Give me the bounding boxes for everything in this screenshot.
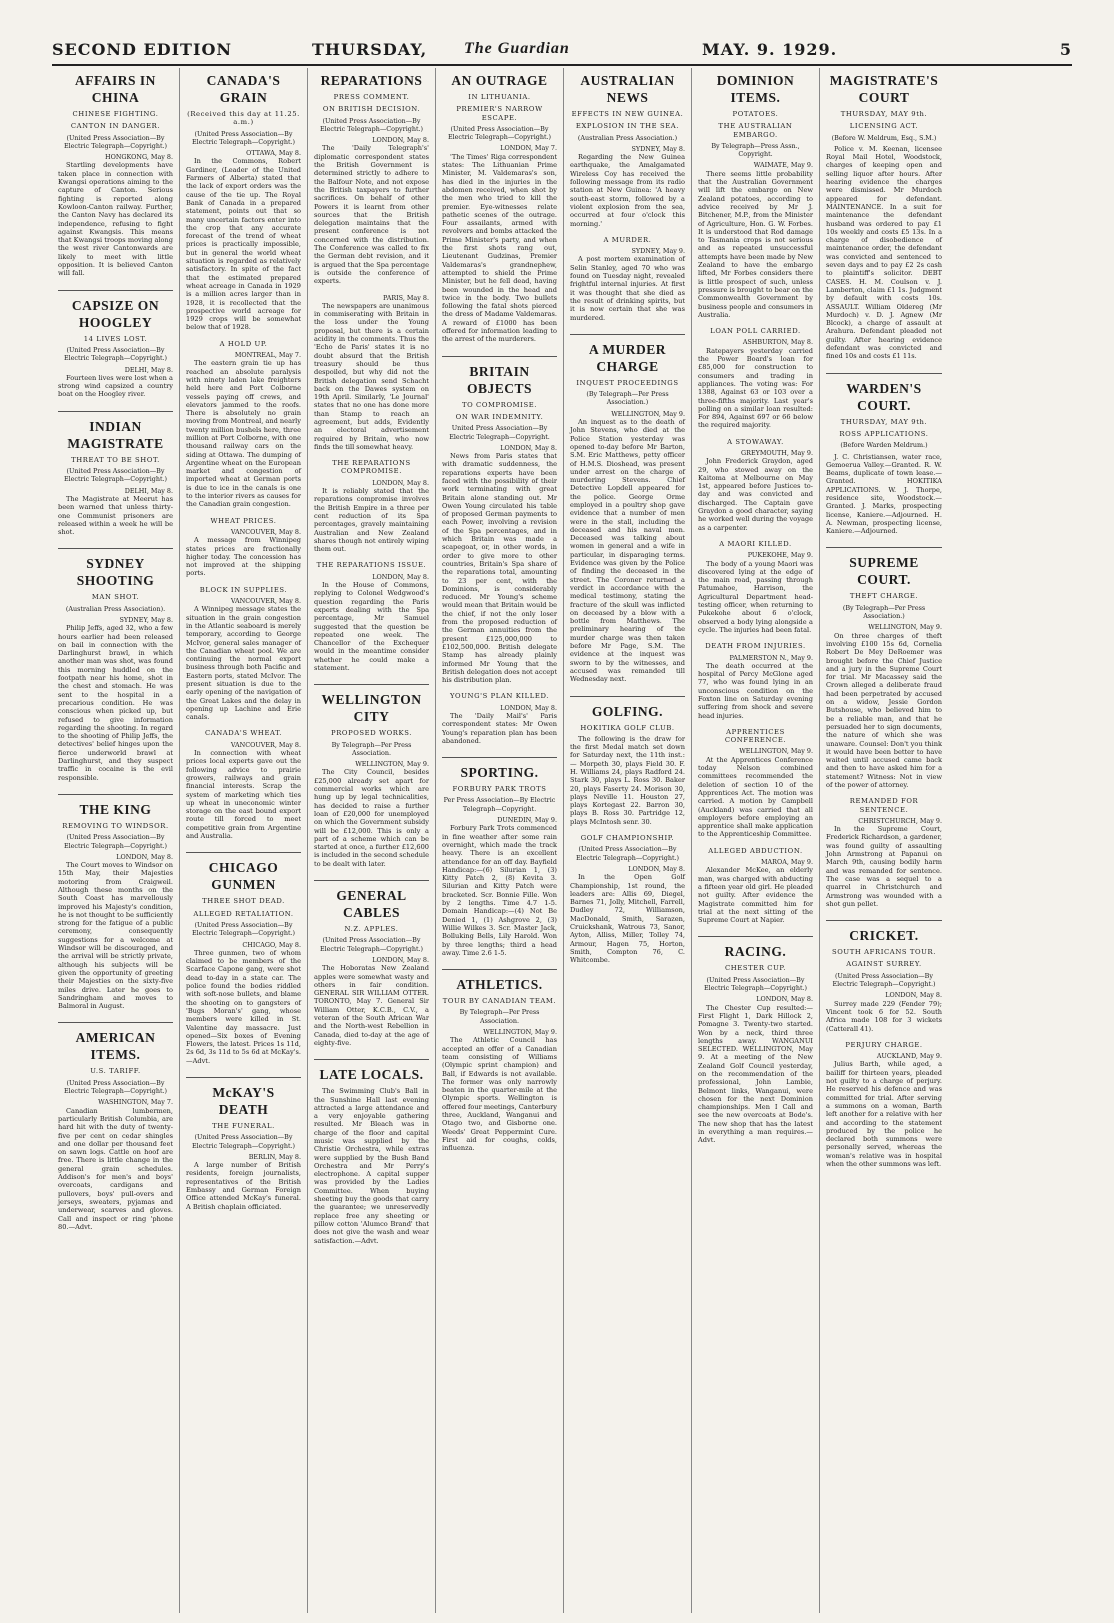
article-body: Forbury Park Trots commenced in fine weather after some rain overnight, which made the track heavy. There is an excellent attendance for an off day. Bayfield Handicap:—(6) Silurian 1, (3) Kitty Patch 2, (8) Kevita 3. Silurian and Kitty Patch were bracketed. Scr. Bonnie Fille. Won by 2 lengths. Time 4.7 1-5. Domain Handicap:—(4) Not Be Denied 1, (1) Ashgrove 2, (3) Willie Wilkes 3. Scr. Master Jack, Bolluking Bells, Lily Harold. Won by three lengths; third a head away. Time 2.6 1-5. [442, 824, 557, 957]
dateline: ASHBURTON, May 8. [742, 338, 813, 347]
headline: GENERAL CABLES [314, 880, 429, 921]
subheading: IN LITHUANIA. [468, 93, 531, 101]
agency-credit: (United Press Association—By Electric Telegraph—Copyright.) [319, 936, 424, 953]
agency-credit: (United Press Association—By Electric Telegraph—Copyright.) [703, 975, 808, 993]
subheading-secondary: ROSS APPLICATIONS. [839, 429, 929, 438]
article [314, 459, 429, 553]
article-body: The City Council, besides £25,000 already set apart for commercial works which are hung up by legal technicalities, has decided to raise a further loan of £20,000 for unemployed on which the Government subsidy will be £12,000. This is only a part of a scheme which can be started at once, a further £12,600 is included in the second schedule to be dealt with later. [314, 768, 429, 868]
article [698, 642, 813, 720]
dateline: WELLINGTON, May 9. [868, 623, 942, 632]
dateline: WASHINGTON, May 7. [98, 1098, 173, 1107]
article-body: The Chester Cup resulted:—First Flight 1, Dark Hillock 2, Pomagne 3. Twenty-two started. Won by a neck, third three lengths away. WANGANUI SELECTED. WELLINGTON, May 9. At a meeting of the New Zealand Golf Council yesterday, on the recommendation of the professional, John Lambie, Belmont links, Wanganui, were chosen for the next Dominion championships. Men I Call and see the new overcoats at Bode's. The new shop that has the latest in everything a man requires.—Advt. [698, 1003, 813, 1145]
dateline: CHRISTCHURCH, May 9. [858, 816, 942, 825]
article [314, 880, 429, 1047]
subheading: REMOVING TO WINDSOR. [62, 821, 169, 830]
article [698, 72, 813, 319]
dateline: LONDON, May 8. [628, 864, 685, 873]
article-body: In the Supreme Court, Frederick Richardson, a gardener, was found guilty of assaulting John Armstrong at Papanui on March 9th, causing bodily harm and was remanded for sentence. The case was a sequel to a quarrel in Christchurch and Armstrong was wounded with a shot gun pellet. [826, 825, 942, 908]
article-body: Regarding the New Guinea earthquake, the Amalgamated Wireless Coy has received the following message from its radio station at New Guinea: 'A heavy south-east storm, followed by a violent explosion from the sea, occurred at four o'clock this morning.' [570, 153, 685, 228]
headline: A MURDER CHARGE [570, 334, 685, 375]
dateline: OTTAWA, May 8. [246, 149, 301, 158]
headline: INDIAN MAGISTRATE [58, 411, 173, 452]
article-body: The Swimming Club's Ball in the Sunshine Hall last evening attracted a large attendance and a very enjoyable gathering resulted. Mr Bleach was in charge of the floor and capital music was supplied by the Christie Orchestra, while extras were supplied by the Bush Band Orchestra and Mr Perry's electrophone. A capital supper was provided by the Ladies Committee. When buying sheeting buy the goods that carry the guarantee; we unreservedly replace free any sheeting or pillow cotton 'Alumco Brand' that does not give the wash and wear satisfaction.—Advt. [314, 1087, 429, 1245]
headline: CHICAGO GUNMEN [186, 852, 301, 893]
article [314, 1059, 429, 1245]
column-5 [564, 68, 692, 1613]
article [570, 834, 685, 964]
agency-credit: By Telegraph—Press Assn., Copyright. [711, 141, 800, 159]
article [570, 236, 685, 322]
headline: AFFAIRS IN CHINA [75, 73, 156, 105]
subheading: THREAT TO BE SHOT. [71, 455, 160, 464]
article [698, 728, 813, 839]
headline: AN OUTRAGE [451, 73, 548, 88]
agency-credit: (United Press Association—By Electric Telegraph—Copyright.) [575, 845, 680, 862]
headline: THE KING [58, 794, 173, 818]
article [826, 547, 942, 789]
headline: AMERICAN ITEMS. [58, 1022, 173, 1063]
article-body: There seems little probability that the Australian Government will lift the embargo on New Zealand potatoes, according to advice received by Mr J. Bitchener, M.P., from the Minister of Agriculture, Hon. G. W. Forbes. It is understood that Rod damage to Tasmania crops is not serious and as repeated unsuccessful attempts have been made by New Zealand to have the embargo lifted, Mr Forbes considers there is little prospect of such, unless pressure is brought to bear on the Commonwealth Government by business people and consumers in Australia. [698, 169, 813, 319]
article [698, 438, 813, 532]
dateline: SYDNEY, May 9. [631, 247, 685, 256]
issue-date: MAY. 9. 1929. [702, 40, 838, 59]
subheading: (Received this day at 11.25. a.m.) [187, 110, 300, 127]
article-body: Ratepayers yesterday carried the Power Board's loan for £85,000 for construction to consumers and trading in appliances. The voting was: For 1388, Against 63 or 103 over a three-fifths majority. Last year's polling on a similar loan resulted: For 894, Against 697 or 66 below the required majority. [698, 346, 813, 430]
subheading: FORBURY PARK TROTS [452, 785, 547, 794]
subheading-secondary: CANTON IN DANGER. [70, 122, 161, 131]
subheading: YOUNG'S PLAN KILLED. [449, 692, 550, 701]
article [58, 72, 173, 278]
dateline: VANCOUVER, May 8. [230, 597, 301, 606]
article-body: A message from Winnipeg states prices are fractionally higher today. The concession has not improved at the shipping ports. [186, 536, 301, 578]
dateline: VANCOUVER, May 8. [230, 740, 301, 749]
agency-credit: (United Press Association—By Electric Telegraph—Copyright.) [191, 129, 296, 146]
article-body: A large number of British residents, foreign journalists, representatives of the British Embassy and German Foreign Office attended McKay's funeral. A British chaplain officiated. [186, 1161, 301, 1211]
subheading: TOUR BY CANADIAN TEAM. [442, 997, 557, 1006]
subheading: THREE SHOT DEAD. [202, 897, 285, 906]
agency-credit: (Australian Press Association). [65, 604, 166, 613]
subheading: CANADA'S WHEAT. [204, 729, 283, 738]
subheading-secondary: ON BRITISH DECISION. [322, 105, 421, 114]
article [826, 72, 942, 361]
dateline: HONGKONG, May 8. [105, 153, 173, 162]
agency-credit: (United Press Association—By Electric Telegraph—Copyright.) [319, 116, 424, 133]
agency-credit: (United Press Association—By Electric Telegraph—Copyright.) [63, 1078, 168, 1096]
headline: AUSTRALIAN NEWS [580, 73, 675, 105]
subheading: PRESS COMMENT. [333, 93, 410, 101]
headline: BRITAIN OBJECTS [442, 356, 557, 397]
column-4 [436, 68, 564, 1613]
subheading-secondary: AGAINST SURREY. [846, 960, 922, 969]
dateline: MONTREAL, May 7. [234, 351, 301, 360]
article-body: It is reliably stated that the reparations compromise involves the British Empire in a three per cent reduction of its Spa percentages, gravely maintaining Australian and New Zealand shares though not entirely wiping them out. [314, 487, 429, 554]
agency-credit: (United Press Association—By Electric Telegraph—Copyright.) [63, 467, 168, 484]
article [570, 696, 685, 827]
article-body: In the Commons, Robert Gardiner, (Leader of the United Farmers of Alberta) stated that the lack of export orders was the cause of the tie up. The Royal Bank of Canada in a prepared statement, points out that so many uncertain factors enter into the crop that any accurate forecast of the trend of wheat prices is practically impossible, but in general the world wheat situation is regarded as relatively satisfactory. In spite of the fact that the estimated prepared wheat acreage in Canada in 1929 is a million acres larger than in 1928, it is recollected that the prospective world acreage for 1929 crops will be somewhat below that of 1928. [186, 157, 301, 332]
article-body: The newspapers are unanimous in commiserating with Britain in the loss under the Young proposal, but there is a certain acidity in the comments. Thus the 'Echo de Paris' states it is no doubt absurd that the British treasury should be thus despoiled, but why did not the British delegation send Schacht back on the Dawes system on 19th April. Similarly, 'Le Journal' states that no one has done more than Stamp to reach an agreement, but adds, Evidently an electoral advertisement required by Britain, who now finds the till somewhat heavy. [314, 301, 429, 451]
article [826, 797, 942, 908]
subheading: THE FUNERAL. [212, 1121, 275, 1130]
headline: WELLINGTON CITY [314, 684, 429, 725]
subheading: WHEAT PRICES. [210, 516, 277, 525]
subheading: U.S. TARIFF. [90, 1067, 141, 1076]
article [314, 684, 429, 868]
article-body: Philip Jeffs, aged 32, who a few hours earlier had been released on bail in connection with the Darlinghurst brawl, in which another man was shot, was found this morning huddled on the footpath near his home, shot in the chest and stomach. He was sent to the hospital in a precarious condition. He was conscious when picked up, but refused to give information regarding the shooting. In regard to the shooting of Philip Jeffs, the detectives' belief hinges upon the fierce underworld brawl at Darlinghurst, and they suspect traffic in cocaine is the evil responsible. [58, 624, 173, 782]
article-body: The body of a young Maori was discovered lying at the edge of the main road, passing through Patumahoe, Harrison, the Agricultural Department head-testing officer, when returning to Pukekohe about 6 o'clock, observed a body lying alongside a cycle. The injuries had been fatal. [698, 559, 813, 634]
article-body: Startling developments have taken place in connection with Kwangsi operations aiming to the capture of Canton. Serious fighting is reported along Kowloon-Canton railway. Further, the Canton Navy has declared its independence, refusing to fight against Kwangsis. This means that Kwangsi troops moving along the west river Cantonwards are likely to meet with little opposition. It is believed Canton will fall. [58, 161, 173, 278]
article-body: J. C. Christiansen, water race, Gemoerua Valley.—Granted. R. W. Beams, duplicate of town lease.—Granted. HOKITIKA APPLICATIONS. W. J. Thorpe, residence site, Woodstock.—Granted. J. Marks, prospecting license, Kaniere.—Adjourned. H. A. Newman, prospecting license, Kaniere.—Adjourned. [826, 452, 942, 536]
article-body: An inquest as to the death of John Stevens, who died at the Police Station yesterday was opened to-day before Mr Barton, S.M. Eric Matthews, petty officer of H.M.S. Dioshead, was present under arrest on the charge of murdering Stevens. Chief Detective Lopdell appeared for the police. George Orme employed in a poultry shop gave evidence that a number of men were in the stall, including the deceased and his naval men. Deceased was talking about women in general and a wife in particular, in disparaging terms. Evidence was given by the Police of finding the deceased in the street. The Coroner returned a verdict in accordance with the medical testimony, stating the fracture of the skull was inflicted on deceased by a blow with a bottle from Matthews. The preliminary hearing of the murder charge was then taken before Mr Page, S.M. The evidence at the inquest was sworn to by the witnesses, and accused was remanded till Wednesday next. [570, 418, 685, 684]
dateline: LONDON, May 8. [372, 955, 429, 964]
article-body: John Frederick Graydon, aged 29, who stowed away on the Kaitoma at Melbourne on May 1st, appeared before Justices to-day and was convicted and discharged. The Captain gave Graydon a good character, saying he worked well during the voyage as a carpenter. [698, 457, 813, 532]
headline: WARDEN'S COURT. [826, 373, 942, 414]
dateline: LONDON, May 8. [372, 572, 429, 581]
dateline: BERLIN, May 8. [248, 1152, 301, 1161]
agency-credit: United Press Association—By Electric Telegraph—Copyright. [449, 424, 550, 441]
dateline: GREYMOUTH, May 9. [741, 448, 813, 457]
article-body: The Court moves to Windsor on 15th May, their Majesties motoring from Craigweil. Although these months on the South Coast has marvellously improved his Majesty's condition, he is not thought to be sufficiently strong for the fatigue of a public ceremony, consequently suggestions for a welcome at Windsor will be discouraged, and the arrival will be strictly private, although his subjects will be given the opportunity of greeting their Majesties on the sixty-five miles drive. Later he goes to Sandringham and moves to Balmoral in August. [58, 861, 173, 1011]
dateline: PARIS, May 8. [383, 293, 429, 302]
article-body: A Winnipeg message states the situation in the grain congestion in the Atlantic seaboard is merely temporary, according to George McIvor, general sales manager of the Canadian wheat pool. We are continuing the normal export business through both Pacific and Eastern ports, stated McIvor. The present situation is due to the early opening of the navigation of the Great Lakes and the delay in opening up Lachine and Erie canals. [186, 605, 301, 722]
article-body: Alexander McKee, an elderly man, was charged with abducting a fifteen year old girl. He pleaded not guilty. After evidence the Magistrate committed him for trial at the next sitting of the Supreme Court at Napier. [698, 866, 813, 925]
subheading: PERJURY CHARGE. [845, 1040, 923, 1049]
masthead [52, 34, 1072, 66]
headline: GOLFING. [570, 696, 685, 720]
article [314, 561, 429, 672]
article-body: Three gunmen, two of whom claimed to be members of the Scarface Capone gang, were shot dead to-day in a state car. The police found the bodies riddled with soft-nose bullets, and blame the shooting on to gangsters of 'Bugs Moran's' gang, whose members were killed in St. Valentine day massacre. Just opened—Six boxes of Evening Flowers, the latest. Prices 1s 11d, 2s 6d, 3s 11d to 5s 6d at McKay's.—Advt. [186, 948, 301, 1065]
dateline: LONDON, May 8. [500, 703, 557, 712]
dateline: DUNEDIN, May 9. [497, 816, 557, 825]
column-2 [180, 68, 308, 1613]
agency-credit: (United Press Association—By Electric Telegraph—Copyright.) [191, 920, 296, 938]
article-body: The 'Daily Mail's' Paris correspondent states: Mr Owen Young's reparation plan has been abandoned. [442, 712, 557, 745]
dateline: WELLINGTON, May 9. [739, 747, 813, 756]
agency-credit: (By Telegraph—Per Press Association.) [842, 603, 926, 621]
article [570, 334, 685, 684]
article-body: The following is the draw for the first Medal match set down for Saturday next, the 11th inst.:— Morpeth 30, plays Field 30. F. H. Williams 24, plays Radford 24. Stark 30, plays L. Ross 30. Baker 20, plays Faserty 24. Morison 30, plays Neville 11. Houston 27, plays Kortegast 22. Barron 30, plays B. Ross 30. Partridge 12, plays McIntosh senr. 30. [570, 734, 685, 826]
headline: SUPREME COURT. [826, 547, 942, 588]
subheading: APPRENTICES CONFERENCE. [724, 727, 787, 745]
article [58, 1022, 173, 1231]
subheading-secondary: LICENSING ACT. [849, 122, 919, 131]
agency-credit: (United Press Association—By Electric Telegraph—Copyright.) [63, 133, 168, 150]
headline: RACING. [698, 936, 813, 960]
subheading: 14 LIVES LOST. [83, 334, 148, 343]
subheading: THURSDAY, MAY 9th. [840, 417, 928, 426]
dateline: VANCOUVER, May 8. [230, 527, 301, 536]
article [58, 290, 173, 399]
article-body: Fourteen lives were lost when a strong wind capsized a country boat on the Hoogley river. [58, 373, 173, 399]
headline: CAPSIZE ON HOOGLEY [58, 290, 173, 331]
column-1 [52, 68, 180, 1613]
dateline: LONDON, May 7. [500, 144, 557, 153]
agency-credit: (Australian Press Association.) [577, 133, 678, 142]
subheading-secondary: THE AUSTRALIAN EMBARGO. [718, 122, 793, 139]
subheading: REMANDED FOR SENTENCE. [849, 797, 919, 814]
dateline: SYDNEY, May 8. [631, 144, 685, 153]
headline: REPARATIONS [320, 73, 423, 88]
weekday-label: THURSDAY, [312, 40, 428, 59]
subheading: THE REPARATIONS COMPROMISE. [332, 459, 411, 476]
edition-label: SECOND EDITION [52, 40, 232, 59]
agency-credit: (Before Warden Meldrum.) [840, 441, 928, 450]
dateline: DELHI, May 8. [124, 365, 173, 374]
column-7 [820, 68, 948, 1613]
article [826, 373, 942, 536]
subheading-secondary: EXPLOSION IN THE SEA. [575, 122, 680, 131]
page-number: 5 [1059, 40, 1072, 59]
article-body: At the Apprentices Conference today Nelson combined committees recommended the deletion of section 10 of the Apprentices Act. The motion was carried. A motion by Campbell (Auckland) was carried that all employers before employing an apprentice shall make application to the Apprenticeship Committee. [698, 755, 813, 839]
column-6 [692, 68, 820, 1613]
article-body: Police v. M. Keenan, licensee Royal Mail Hotel, Woodstock, charges of keeping open and selling liquor after hours. After hearing evidence the charges were dismissed. Mr Murdoch appeared for defendant. MAINTENANCE. In a suit for maintenance the defendant husband was ordered to pay £1 10s weekly and costs £5 13s. In a charge of disobedience of maintenance order, the defendant was convicted and sentenced to seven days and to pay £2 2s cash to plaintiff's solicitor. DEBT CASES. H. M. Coulson v. J. Lamberton, claim £1 1s. Judgment by default with costs 10s. ASSAULT. William Oldereg (Mr Murdoch) v. D. J. Agnew (Mr Blcock), a charge of assault at Arahura. Defendant pleaded not guilty. After hearing evidence defendant was convicted and fined 10s and costs £1 11s. [826, 144, 942, 361]
dateline: LONDON, May 8. [372, 136, 429, 145]
dateline: LONDON, May 8. [116, 852, 173, 861]
article-body: Surrey made 229 (Fender 79); Vincent took 6 for 52. South Africa made 108 for 3 wickets (Catterall 41). [826, 999, 942, 1033]
subheading: CHINESE FIGHTING. [72, 110, 159, 118]
article [186, 586, 301, 722]
dateline: WELLINGTON, May 9. [355, 760, 429, 769]
article-body: On three charges of theft involving £100 15s 6d, Cornelia Robert De Mey DeRoemer was brought before the Chief Justice and a jury in the Supreme Court for trial. Mr Macassey said the Crown alleged a deliberate fraud had been perpetrated by accused on a widow, Jessie Gordon Butshouse, who believed him to be a reliable man, and that he persuaded her to sign documents, the nature of which she was unaware. Counsel: Don't you think it would have been better to have waited until accused came back and then to have asked him for a statement? Witness: Not in view of the power of attorney. [826, 631, 942, 789]
newspaper-page [52, 68, 1076, 1613]
agency-credit: By Telegraph—Per Press Association. [459, 1008, 540, 1025]
article [698, 327, 813, 430]
subheading-secondary: PREMIER'S NARROW ESCAPE. [456, 105, 543, 122]
subheading: PROPOSED WORKS. [331, 729, 412, 738]
article [698, 936, 813, 1144]
headline: McKAY'S DEATH [186, 1077, 301, 1118]
subheading: SOUTH AFRICANS TOUR. [832, 948, 936, 957]
article [442, 356, 557, 685]
subheading: A HOLD UP. [219, 339, 268, 348]
agency-credit: (Before W. Meldrum, Esq., S.M.) [831, 133, 937, 142]
subheading: BLOCK IN SUPPLIES. [199, 585, 288, 594]
subheading: CHESTER CUP. [724, 964, 786, 973]
subheading: A MURDER. [603, 235, 652, 244]
article [442, 757, 557, 957]
article-body: The 'Daily Telegraph's' diplomatic correspondent states the British Government is determined strictly to adhere to the Balfour Note, and not expose the British taxpayers to further sacrifices. On behalf of other Powers it is learnt from other sources that the British delegation maintains that the present conference is not concerned with the distribution. The Conference was called to fix the German debt revision, and it is argued that the Spa percentage is outside the conference of experts. [314, 144, 429, 286]
dateline: SYDNEY, May 8. [119, 615, 173, 624]
headline: LATE LOCALS. [314, 1059, 429, 1083]
dateline: DELHI, May 8. [124, 486, 173, 495]
subheading: MAN SHOT. [91, 593, 140, 602]
subheading: TO COMPROMISE. [461, 400, 538, 409]
article-body: In connection with wheat prices local experts gave out the following advice to prairie growers, railways and grain financial interests. Scrap the system of marketing which ties up wheat in uneconomic winter storage on the east bound export route till forced to meet competitive grain from Argentine and Australia. [186, 749, 301, 841]
headline: SPORTING. [442, 757, 557, 781]
article-body: In the House of Commons, replying to Colonel Wedgwood's question regarding the Paris experts dealing with the Spa percentage, Mr Samuel suggested that the question be repeated one week. The Chancellor of the Exchequer would in the meantime consider whether he could make a statement. [314, 581, 429, 672]
article [314, 294, 429, 452]
article-body: The Magistrate at Meerut has been warned that unless thirty-one Communist prisoners are released within a week he will be shot. [58, 494, 173, 537]
dateline: LONDON, May 8. [885, 991, 942, 1000]
dateline: WELLINGTON, May 9. [483, 1028, 557, 1037]
headline: ATHLETICS. [442, 969, 557, 993]
article [698, 540, 813, 634]
article [698, 847, 813, 925]
agency-credit: (United Press Association—By Electric Telegraph—Copyright.) [447, 124, 552, 142]
article-body: The Hoboratas New Zealand apples were somewhat wasty and others in fair condition. GENERAL SIR WILLIAM OTTER. TORONTO, May 7. General Sir William Otter, K.C.B., C.V., a veteran of the South African War and the North-west Rebellion in Canada, died to-day at the age of eighty-five. [314, 964, 429, 1047]
dateline: PALMERSTON N., May 9. [729, 653, 813, 662]
article-body: A post mortem examination of Selin Stanley, aged 70 who was found on Tuesday night, revealed frightful internal injuries. At first it was thought that she died as the result of drinking spirits, but it is now certain that she was murdered. [570, 255, 685, 322]
subheading: N.Z. APPLES. [344, 925, 399, 934]
subheading: A STOWAWAY. [727, 437, 784, 446]
article [442, 72, 557, 344]
article-body: Canadian lumbermen, particularly British Columbia, are hard hit with the duty of twenty-five per cent on cedar shingles and one dollar per thousand feet on sawn logs. Cattle on hoof are free. There is little change in the general grain schedules. Addison's for men's and boys' overcoats, cardigans and pullovers, boys' pull-overs and jerseys, sweaters, pyjamas and underwear, scarves and gloves. Call and inspect or ring 'phone 80.—Advt. [58, 1106, 173, 1231]
agency-credit: (United Press Association—By Electric Telegraph—Copyright.) [63, 833, 168, 850]
subheading: GOLF CHAMPIONSHIP. [580, 834, 675, 843]
subheading: DEATH FROM INJURIES. [705, 642, 806, 651]
agency-credit: (United Press Association—By Electric Telegraph—Copyright.) [63, 345, 168, 363]
agency-credit: By Telegraph—Per Press Association. [331, 740, 412, 757]
article [58, 548, 173, 782]
dateline: MAROA, May 9. [761, 858, 813, 867]
agency-credit: (United Press Association—By Electric Telegraph—Copyright.) [832, 971, 936, 989]
article-body: The Athletic Council has accepted an offer of a Canadian team consisting of Williams (Olympic sprint champion) and Ball, if Edwards is not available. The former was only narrowly beaten in the quarter-mile at the Olympic sports. Wellington is offered four meetings, Canterbury three, Auckland, Wanganui and Otago two, and Gisborne one. Weeds' Great Peppermint Cure. First aid for coughs, colds, influenza. [442, 1036, 557, 1153]
subheading: THE REPARATIONS ISSUE. [316, 561, 427, 570]
article-body: The death occurred at the hospital of Percy McGlone aged 77, who was found lying in an unconscious condition on the Foxton line on Saturday evening suffering from shock and severe head injuries. [698, 661, 813, 720]
dateline: LONDON, May 8. [500, 443, 557, 452]
article [442, 969, 557, 1152]
headline: DOMINION ITEMS. [716, 73, 795, 105]
newspaper-title: The Guardian [464, 40, 570, 57]
dateline: PUKEKOHE, May 9. [747, 551, 813, 560]
dateline: LONDON, May 8. [372, 478, 429, 487]
article-body: The eastern grain tie up has reached an absolute paralysis with ninety laden lake freighters held here and Port Colborne vessels paying off crews, and elevators jammed to the roofs. There is absolutely no grain moving from Montreal, and nearly twenty million bushels here, three million at Port Colborne, with one thousand railway cars on the siding at Ottawa. The dumping of Argentine wheat on the European market and congestion of imported wheat at German ports is due to ice in the canals is one to the interior rivers as causes for the Canadian grain congestion. [186, 359, 301, 509]
dateline: LONDON, May 8. [756, 995, 813, 1004]
article [58, 794, 173, 1011]
subheading: HOKITIKA GOLF CLUB. [580, 723, 675, 732]
article-body: Julius Barth, while aged, a bailiff for thirteen years, pleaded not guilty to a charge of perjury. He reserved his defence and was committed for trial. After serving a summons on a woman, Barth left another for a relative with her and according to the statement produced by the police he declared both summons were personally served, whereas the woman's relative was in hospital when the other summons was left. [826, 1060, 942, 1168]
agency-credit: (United Press Association—By Electric Telegraph—Copyright.) [191, 1133, 296, 1150]
headline: CRICKET. [826, 920, 942, 944]
column-3 [308, 68, 436, 1613]
subheading: A MAORI KILLED. [719, 539, 792, 548]
article-body: News from Paris states that with dramatic suddenness, the reparations experts have been faced with the possibility of their work terminating with great Britain alone standing out. Mr Owen Young circulated his table of proposed German payments to each Power, involving a revision of the Spa percentages, and in which Britain was made a scapegoat, or, in other words, in order to give more to other countries, Britain's Spa share of the reparations total, amounting to 23 per cent, with the Dominions, is considerably reduced. Mr Young's scheme would mean that Britain would be the chief, if not the only loser from the proposed reduction of the German annuities from the present £125,000,000 to £102,500,000. British delegate Stamp has already plainly informed Mr Young that the British delegation does not accept his distribution plan. [442, 452, 557, 685]
article [826, 1041, 942, 1168]
article [186, 729, 301, 840]
dateline: AUCKLAND, May 9. [876, 1052, 942, 1061]
article-body: In the Open Golf Championship, 1st round, the leaders are: Allis 69, Diegel, Barnes 71, Jolly, Mitchell, Farrell, Dudley 72, Williamson, MacDonald, Smith, Sarazen, Cruickshank, Watrous 73, Sanor, Ayton, Alliss, Miller, Tolley 74, Armour, Hagen 75, Horton, Smith, Compton 76, C. Whitcombe. [570, 873, 685, 965]
article [58, 411, 173, 537]
subheading: THEFT CHARGE. [849, 592, 919, 601]
article [826, 920, 942, 1033]
subheading: INQUEST PROCEEDINGS [576, 378, 679, 387]
dateline: WAIMATE, May 9. [753, 161, 813, 170]
headline: SYDNEY SHOOTING [58, 548, 173, 589]
subheading-secondary: ON WAR INDEMNITY. [455, 412, 544, 421]
article [570, 72, 685, 228]
article [186, 1077, 301, 1211]
headline: MAGISTRATE'S COURT [829, 73, 939, 105]
article-body: 'The Times' Riga correspondent states: The Lithuanian Prime Minister, M. Valdemaras's son, has died in the injuries in the abdomen received, when shot by the men who tried to kill the premier. Eye-witnesses relate pathetic scenes of the outrage. Four assailants, armed with revolvers and bombs attacked the Prime Minister's party, and when the first shots rang out, Lieutenant Gudzinas, Premier Valdemaras's grandnephew, attempted to shield the Prime Minister, but he fell dead, having been wounded in the head and twice in the body. Two bullets following the fatal shots pierced the dress of Madame Valdemaras. A reward of £1000 has been offered for information leading to the arrest of the murderers. [442, 152, 557, 344]
subheading: THURSDAY, MAY 9th. [840, 110, 928, 118]
headline: CANADA'S GRAIN [206, 73, 281, 105]
subheading: POTATOES. [732, 110, 779, 118]
article [442, 692, 557, 745]
article [186, 852, 301, 1065]
agency-credit: Per Press Association—By Electric Telegraph—Copyright. [443, 796, 556, 813]
article [186, 72, 301, 332]
article [314, 72, 429, 286]
subheading: ALLEGED ABDUCTION. [708, 846, 803, 855]
dateline: WELLINGTON, May 9. [611, 409, 685, 418]
article [186, 517, 301, 578]
subheading-secondary: ALLEGED RETALIATION. [193, 909, 294, 918]
dateline: CHICAGO, May 8. [242, 940, 301, 949]
subheading: EFFECTS IN NEW GUINEA. [571, 110, 684, 118]
agency-credit: (By Telegraph—Per Press Association.) [586, 390, 669, 407]
subheading: LOAN POLL CARRIED. [710, 327, 801, 336]
article [186, 340, 301, 509]
